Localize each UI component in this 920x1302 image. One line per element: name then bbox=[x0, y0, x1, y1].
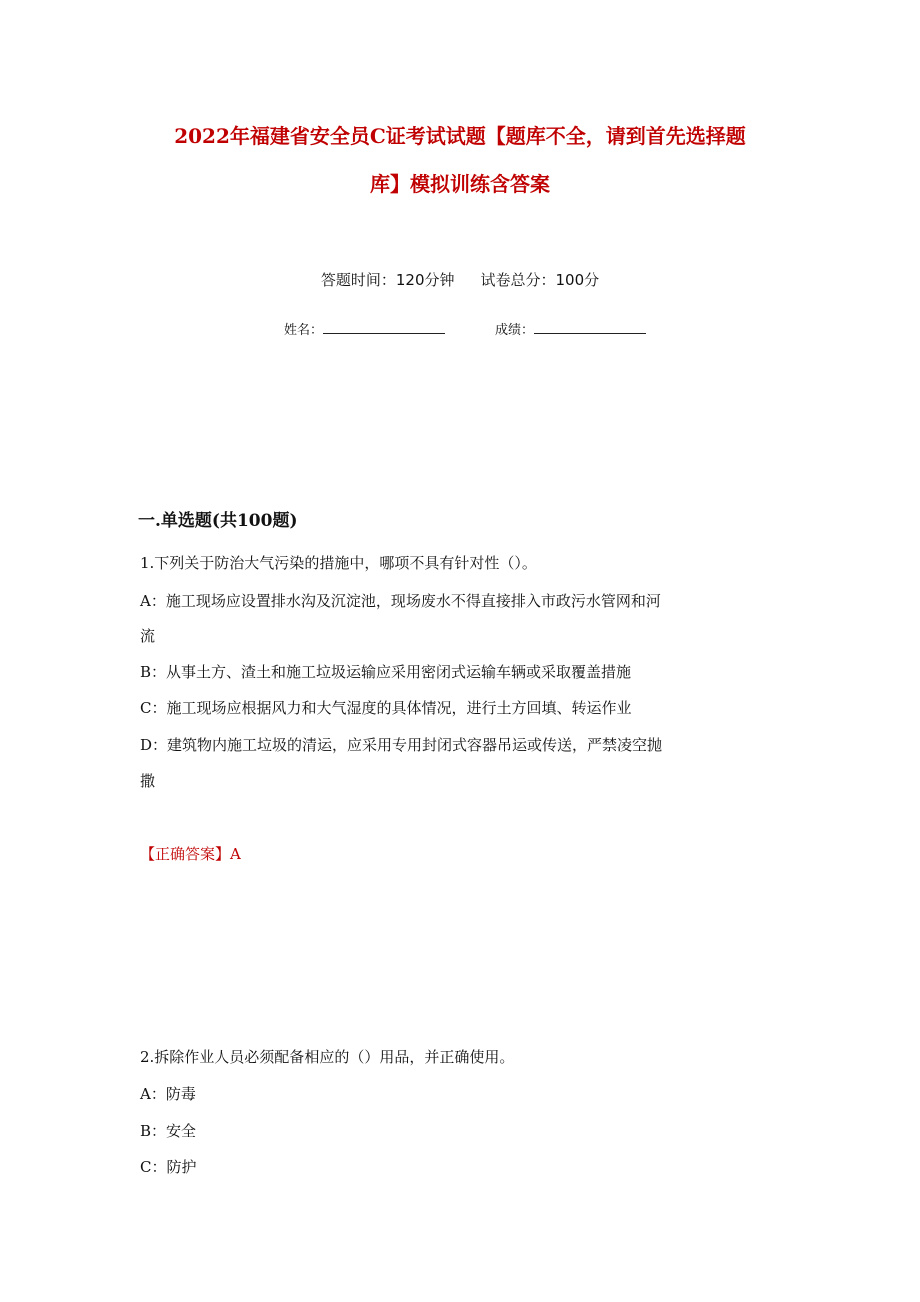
grade-label: 成绩： bbox=[495, 323, 535, 338]
question-2-option-a: A：防毒 bbox=[140, 1085, 196, 1103]
name-label: 姓名： bbox=[284, 323, 324, 338]
question-1-option-c: C：施工现场应根据风力和大气湿度的具体情况，进行土方回填、转运作业 bbox=[140, 699, 632, 717]
name-blank bbox=[323, 319, 445, 334]
question-1-answer: 【正确答案】A bbox=[140, 845, 241, 863]
question-1-option-a-cont: 流 bbox=[140, 627, 156, 645]
section-heading: 一.单选题(共100题) bbox=[138, 511, 298, 531]
question-1-stem: 1.下列关于防治大气污染的措施中，哪项不具有针对性（）。 bbox=[140, 554, 537, 572]
question-1-option-a: A：施工现场应设置排水沟及沉淀池，现场废水不得直接排入市政污水管网和河 bbox=[140, 592, 661, 610]
question-2-stem: 2.拆除作业人员必须配备相应的（）用品，并正确使用。 bbox=[140, 1048, 515, 1066]
question-2-option-c: C：防护 bbox=[140, 1158, 197, 1176]
document-title-line-1: 2022年福建省安全员C证考试试题【题库不全，请到首先选择题 bbox=[174, 124, 746, 148]
question-1-option-b: B：从事土方、渣土和施工垃圾运输应采用密闭式运输车辆或采取覆盖措施 bbox=[140, 663, 632, 681]
question-1-option-d-cont: 撒 bbox=[140, 772, 156, 790]
exam-info bbox=[0, 270, 920, 290]
student-fields bbox=[284, 319, 646, 341]
question-1-option-d: D：建筑物内施工垃圾的清运，应采用专用封闭式容器吊运或传送，严禁凌空抛 bbox=[140, 736, 663, 754]
exam-total-score: 试卷总分：100分 bbox=[480, 271, 600, 289]
question-2-option-b: B：安全 bbox=[140, 1122, 197, 1140]
grade-blank bbox=[534, 319, 646, 334]
document-title-line-2: 库】模拟训练含答案 bbox=[370, 172, 550, 196]
exam-time: 答题时间：120分钟 bbox=[320, 271, 455, 289]
